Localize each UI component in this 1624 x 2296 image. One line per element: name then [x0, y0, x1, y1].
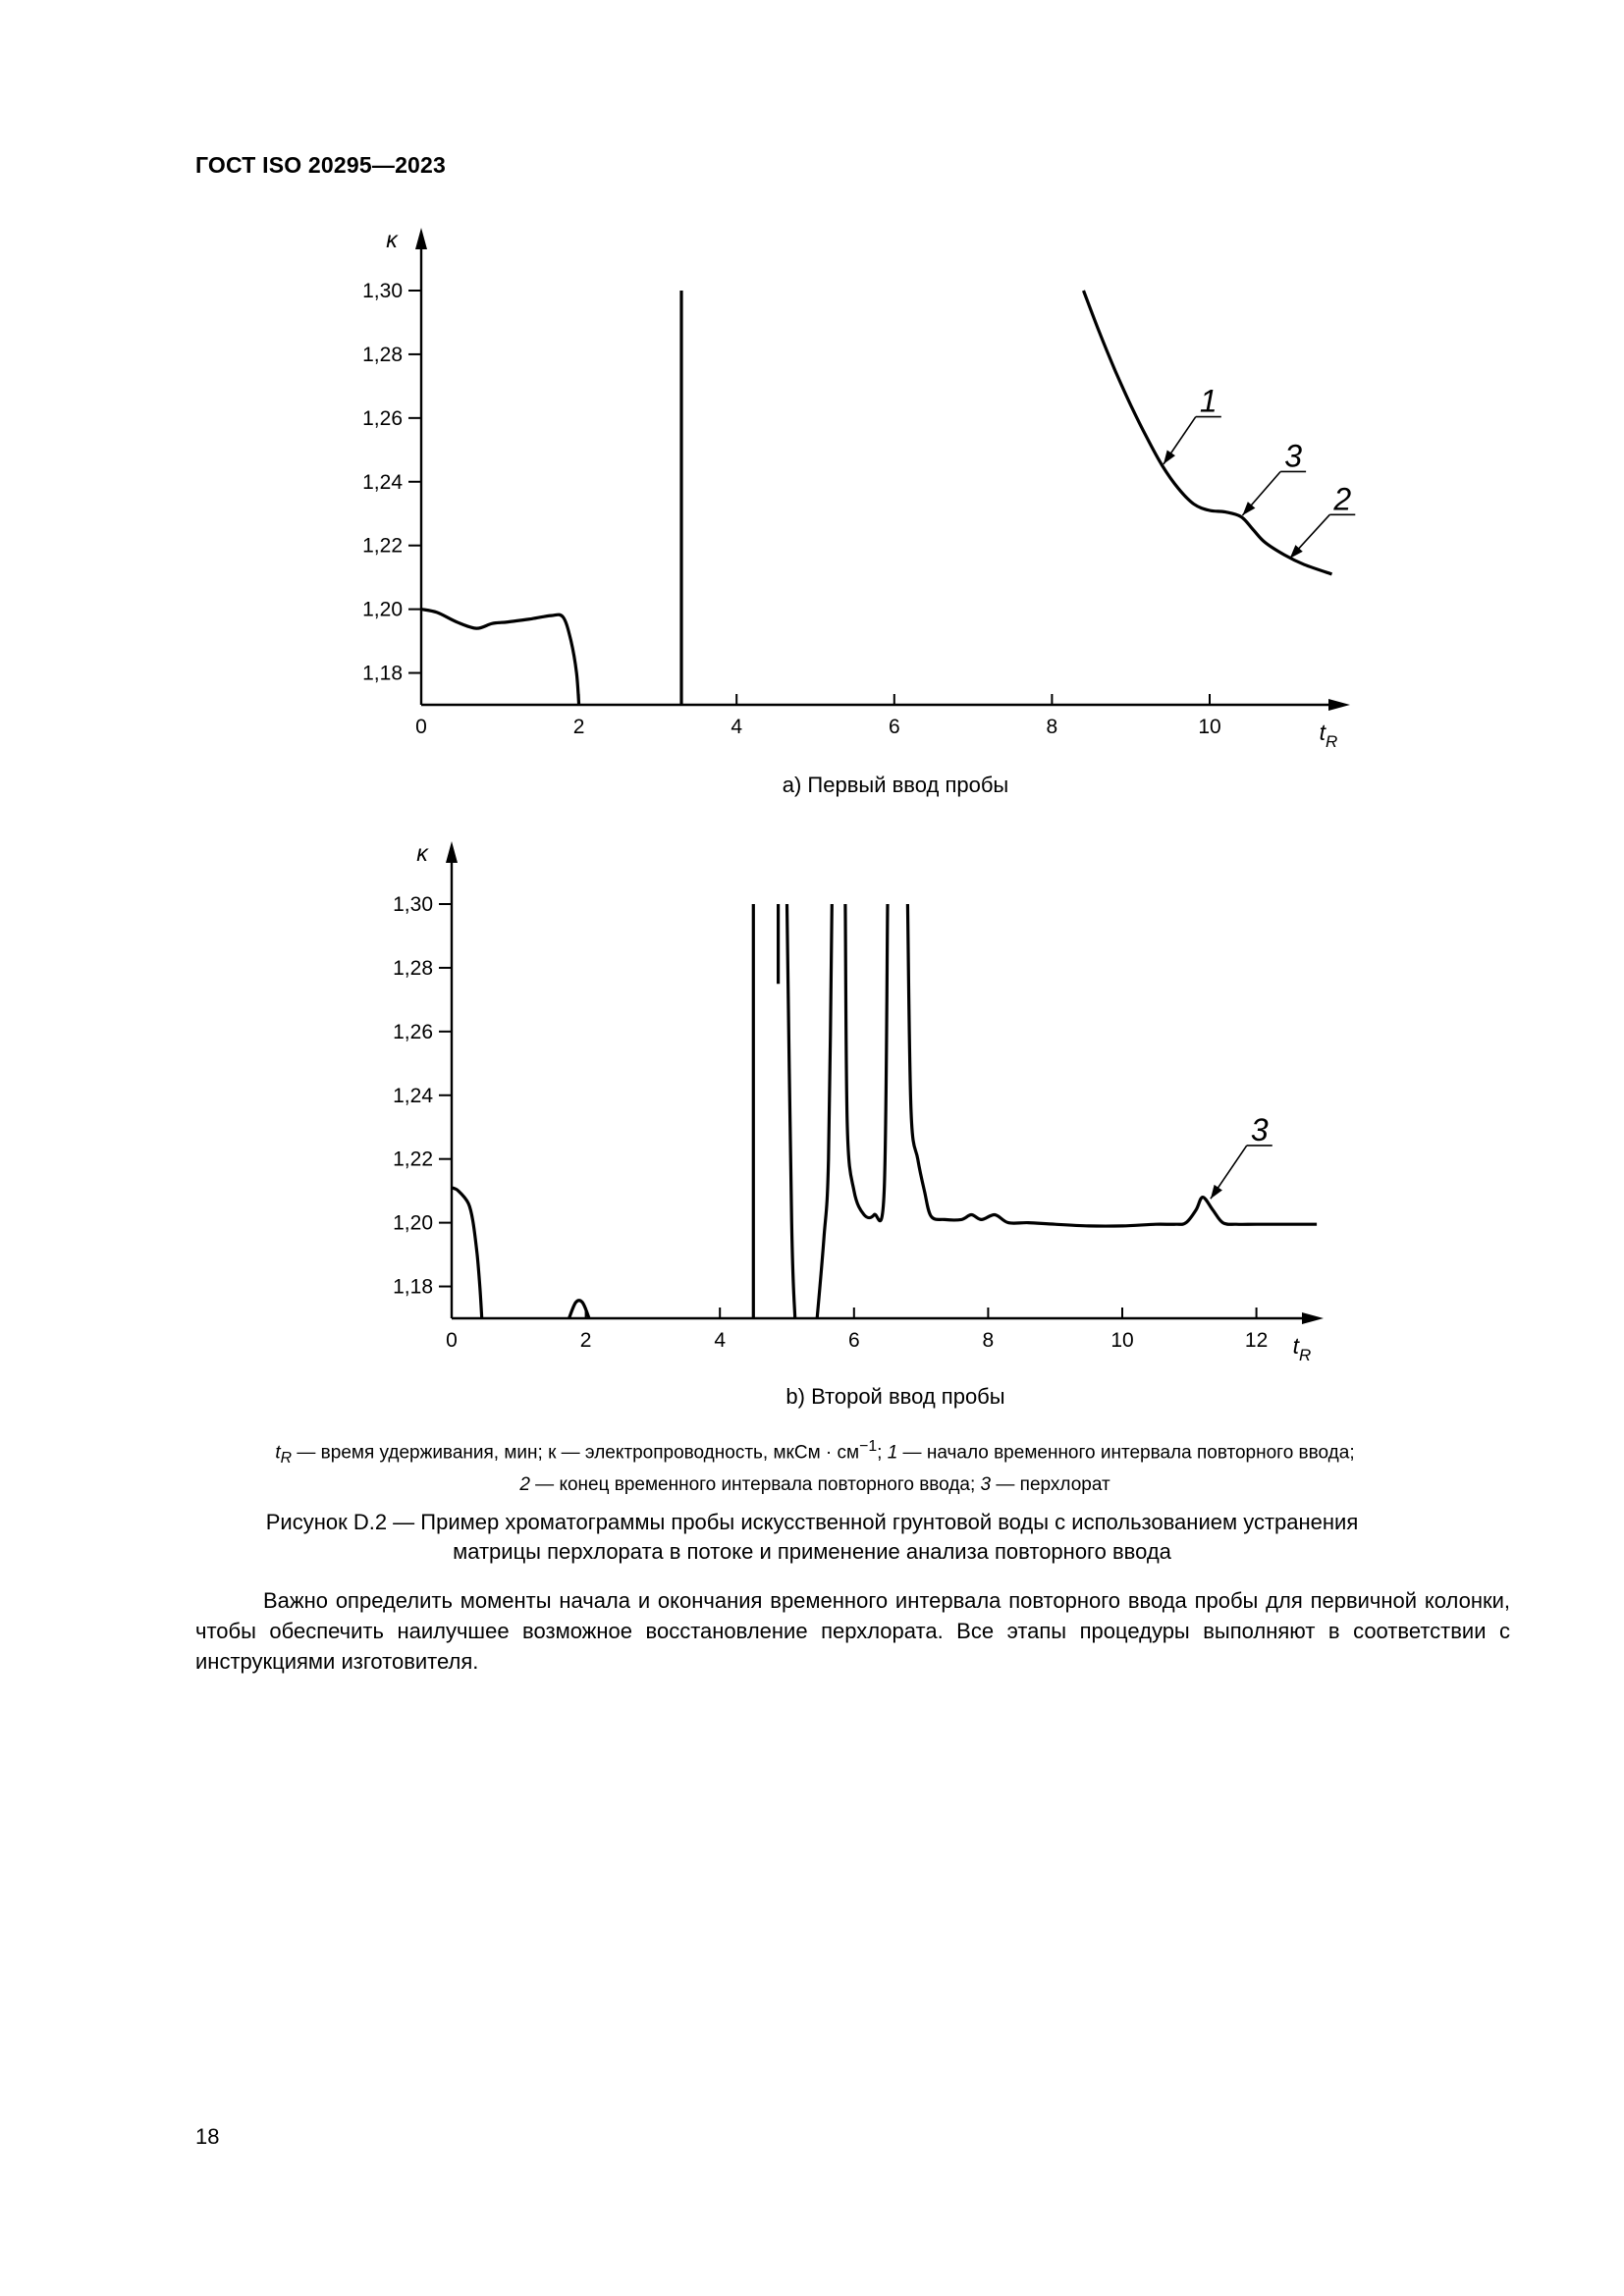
- chart-b-second-injection: [0, 829, 1624, 1379]
- y-tick-label: 1,24: [393, 1084, 433, 1107]
- chromatogram-trace: [845, 904, 888, 1221]
- legend-key-1: 1: [887, 1442, 898, 1464]
- y-axis-arrow: [446, 841, 458, 863]
- chart-b-caption: b) Второй ввод пробы: [785, 1384, 1005, 1409]
- x-tick-label: 0: [415, 716, 427, 738]
- legend-key-2-text: — конец временного интервала повторного ввода;: [529, 1474, 981, 1496]
- callout-arrowhead: [1211, 1185, 1222, 1199]
- x-tick-label: 6: [847, 1329, 860, 1352]
- x-axis-label: $t_R$: [1319, 720, 1338, 751]
- chart-b-series: [452, 904, 1317, 1318]
- figure-title-line-1: Рисунок D.2 — Пример хроматограммы пробы искусственной грунтовой воды с использованием устранения: [265, 1510, 1359, 1534]
- y-axis-label: κ: [386, 227, 398, 252]
- y-tick-label: 1,22: [362, 534, 403, 558]
- chart-a-axes: [362, 227, 1350, 751]
- chromatogram-trace: [907, 904, 1317, 1226]
- chart-b-axes: [393, 840, 1324, 1364]
- standard-header: ГОСТ ISO 20295—2023: [195, 152, 447, 178]
- legend-tr-symbol: t: [275, 1442, 281, 1464]
- legend-line-1: [157, 1433, 1473, 1471]
- x-axis-arrow: [1328, 699, 1350, 711]
- x-tick-label: 2: [579, 1329, 592, 1352]
- y-tick-label: 1,30: [362, 280, 403, 302]
- y-tick-label: 1,26: [362, 406, 403, 430]
- body-paragraph-block: [195, 1585, 1510, 1677]
- callout-label: 2: [1333, 481, 1352, 517]
- y-tick-label: 1,24: [362, 470, 403, 494]
- chart-a-caption: a) Первый ввод пробы: [782, 773, 1009, 797]
- x-tick-label: 6: [888, 716, 900, 738]
- x-tick-label: 4: [714, 1329, 727, 1352]
- figure-title-line-2: матрицы перхлората в потоке и применение анализа повторного ввода: [453, 1539, 1171, 1564]
- y-tick-label: 1,26: [393, 1020, 433, 1043]
- y-tick-label: 1,22: [393, 1148, 433, 1171]
- page-number: 18: [195, 2124, 220, 2149]
- x-tick-label: 4: [731, 716, 743, 738]
- callout-label: 3: [1284, 438, 1303, 474]
- legend-key-3: 3: [980, 1474, 992, 1496]
- legend-key-2: 2: [519, 1474, 530, 1496]
- legend-key-1-text: — начало временного интервала повторного ввода;: [897, 1442, 1355, 1464]
- chromatogram-trace: [1084, 291, 1332, 574]
- legend-separator: ;: [877, 1442, 888, 1464]
- y-tick-label: 1,18: [393, 1275, 433, 1299]
- body-paragraph: Важно определить моменты начала и окончания временного интервала повторного ввода пробы для первичной колонки, чтобы обеспечить наилучшее возможное восстановление перхлората. Все этапы процедуры выполняют в соответствии с инструкциями изготовителя.: [195, 1588, 1510, 1674]
- x-tick-label: 12: [1244, 1329, 1269, 1352]
- y-tick-label: 1,28: [393, 956, 433, 980]
- y-axis-arrow: [415, 228, 427, 249]
- callout-arrowhead: [1164, 450, 1175, 463]
- chromatogram-trace: [787, 904, 795, 1318]
- x-axis-label: $t_R$: [1292, 1333, 1312, 1364]
- chromatogram-trace: [817, 904, 832, 1318]
- legend-tr-subscript: R: [280, 1450, 293, 1468]
- y-tick-label: 1,20: [393, 1211, 433, 1235]
- x-axis-arrow: [1302, 1312, 1324, 1324]
- callout-label: 1: [1199, 383, 1218, 419]
- legend-definitions: — время удерживания, мин; к — электропроводность, мкСм · см: [292, 1442, 860, 1464]
- y-axis-label: κ: [416, 840, 428, 866]
- legend-line-2: [157, 1471, 1473, 1498]
- figure-legend: [157, 1433, 1473, 1498]
- chart-a-series: [421, 291, 1332, 705]
- y-tick-label: 1,18: [362, 662, 403, 685]
- x-tick-label: 8: [982, 1329, 995, 1352]
- figure-title: [147, 1508, 1477, 1567]
- y-tick-label: 1,30: [393, 893, 433, 916]
- chart-a-first-injection: [0, 216, 1624, 766]
- callout-label: 3: [1250, 1111, 1269, 1148]
- chart-a-callouts: [1164, 384, 1355, 559]
- legend-exponent: −1: [859, 1438, 878, 1455]
- x-tick-label: 10: [1198, 716, 1221, 738]
- x-tick-label: 0: [446, 1329, 458, 1352]
- x-tick-label: 8: [1046, 716, 1058, 738]
- x-tick-label: 2: [572, 716, 585, 738]
- chromatogram-trace: [452, 1188, 482, 1318]
- y-tick-label: 1,28: [362, 343, 403, 366]
- y-tick-label: 1,20: [362, 598, 403, 621]
- x-tick-label: 10: [1110, 1329, 1134, 1352]
- chart-b-callouts: [1211, 1112, 1272, 1199]
- chromatogram-trace: [421, 610, 579, 705]
- legend-key-3-text: — перхлорат: [991, 1474, 1110, 1496]
